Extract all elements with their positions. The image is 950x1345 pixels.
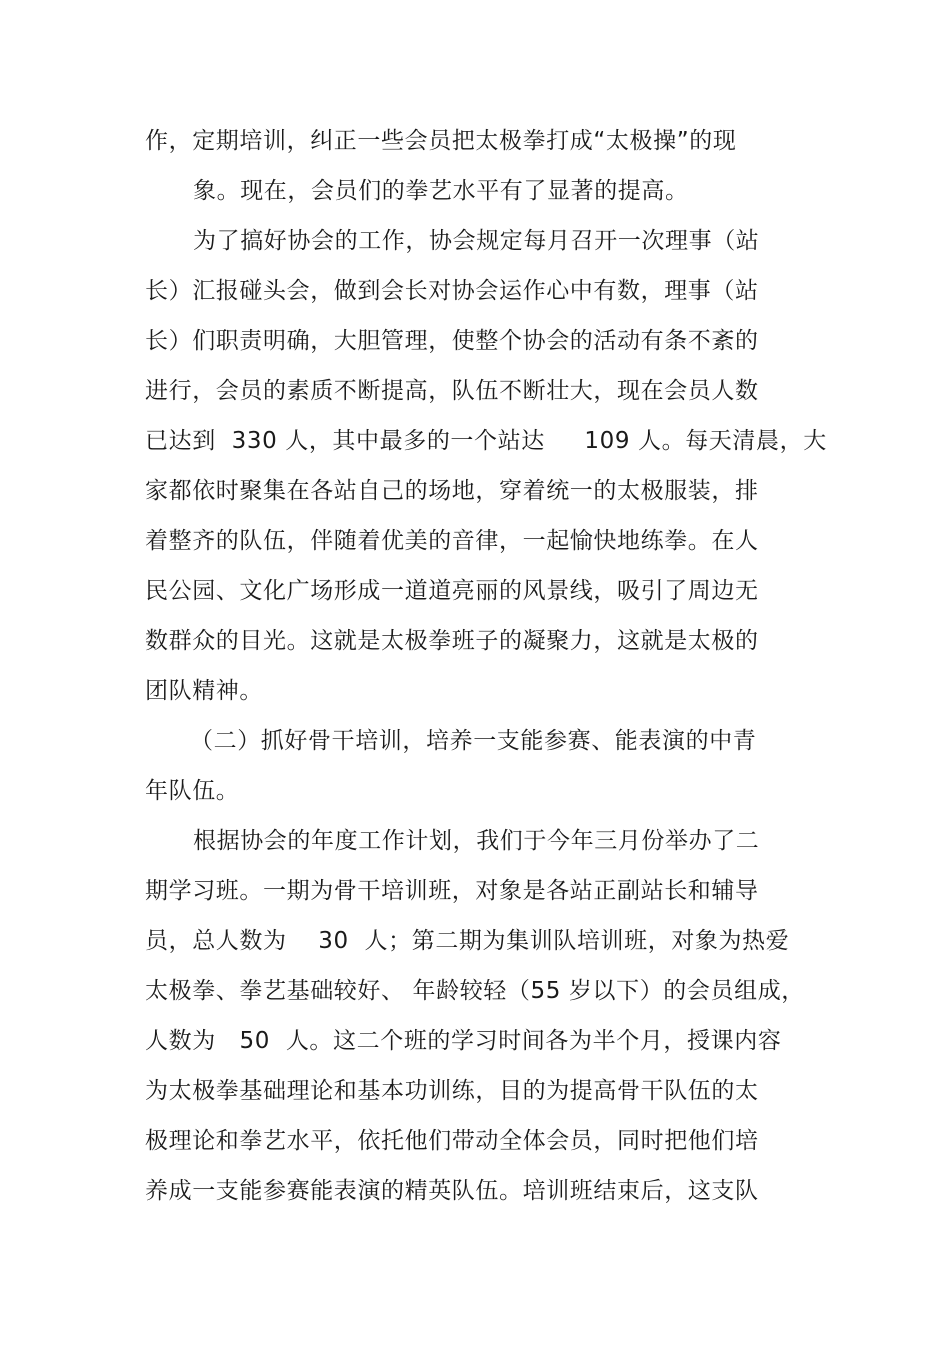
text-line: 团队精神。 bbox=[145, 678, 263, 704]
text-line: 着整齐的队伍，伴随着优美的音律，一起愉快地练拳。在人 bbox=[145, 528, 759, 554]
text-line: 长）汇报碰头会，做到会长对协会运作心中有数，理事（站 bbox=[145, 278, 759, 304]
text-line: 员，总人数为 30 人；第二期为集训队培训班，对象为热爱 bbox=[145, 928, 790, 954]
text-line: 进行，会员的素质不断提高，队伍不断壮大，现在会员人数 bbox=[145, 378, 759, 404]
section-heading-line: （二）抓好骨干培训，培养一支能参赛、能表演的中青 bbox=[190, 728, 757, 754]
text-line: 为太极拳基础理论和基本功训练，目的为提高骨干队伍的太 bbox=[145, 1078, 759, 1104]
paragraph-start-line: 根据协会的年度工作计划，我们于今年三月份举办了二 bbox=[193, 828, 760, 854]
text-line: 人数为 50 人。这二个班的学习时间各为半个月，授课内容 bbox=[145, 1028, 782, 1054]
text-line: 养成一支能参赛能表演的精英队伍。培训班结束后，这支队 bbox=[145, 1178, 759, 1204]
paragraph-start-line: 为了搞好协会的工作，协会规定每月召开一次理事（站 bbox=[193, 228, 760, 254]
section-heading-line: 年队伍。 bbox=[145, 778, 240, 804]
text-line: 期学习班。一期为骨干培训班，对象是各站正副站长和辅导 bbox=[145, 878, 759, 904]
text-line: 家都依时聚集在各站自己的场地，穿着统一的太极服装，排 bbox=[145, 478, 759, 504]
text-line: 长）们职责明确，大胆管理，使整个协会的活动有条不紊的 bbox=[145, 328, 759, 354]
text-line: 象。现在，会员们的拳艺水平有了显著的提高。 bbox=[193, 178, 689, 204]
text-line: 已达到 330 人，其中最多的一个站达 109 人。每天清晨，大 bbox=[145, 428, 827, 454]
text-line: 数群众的目光。这就是太极拳班子的凝聚力，这就是太极的 bbox=[145, 628, 759, 654]
text-line: 作，定期培训，纠正一些会员把太极拳打成“太极操”的现 bbox=[145, 128, 737, 154]
text-line: 民公园、文化广场形成一道道亮丽的风景线，吸引了周边无 bbox=[145, 578, 759, 604]
text-line: 极理论和拳艺水平，依托他们带动全体会员，同时把他们培 bbox=[145, 1128, 759, 1154]
text-line: 太极拳、拳艺基础较好、 年龄较轻（55 岁以下）的会员组成， bbox=[145, 978, 805, 1004]
